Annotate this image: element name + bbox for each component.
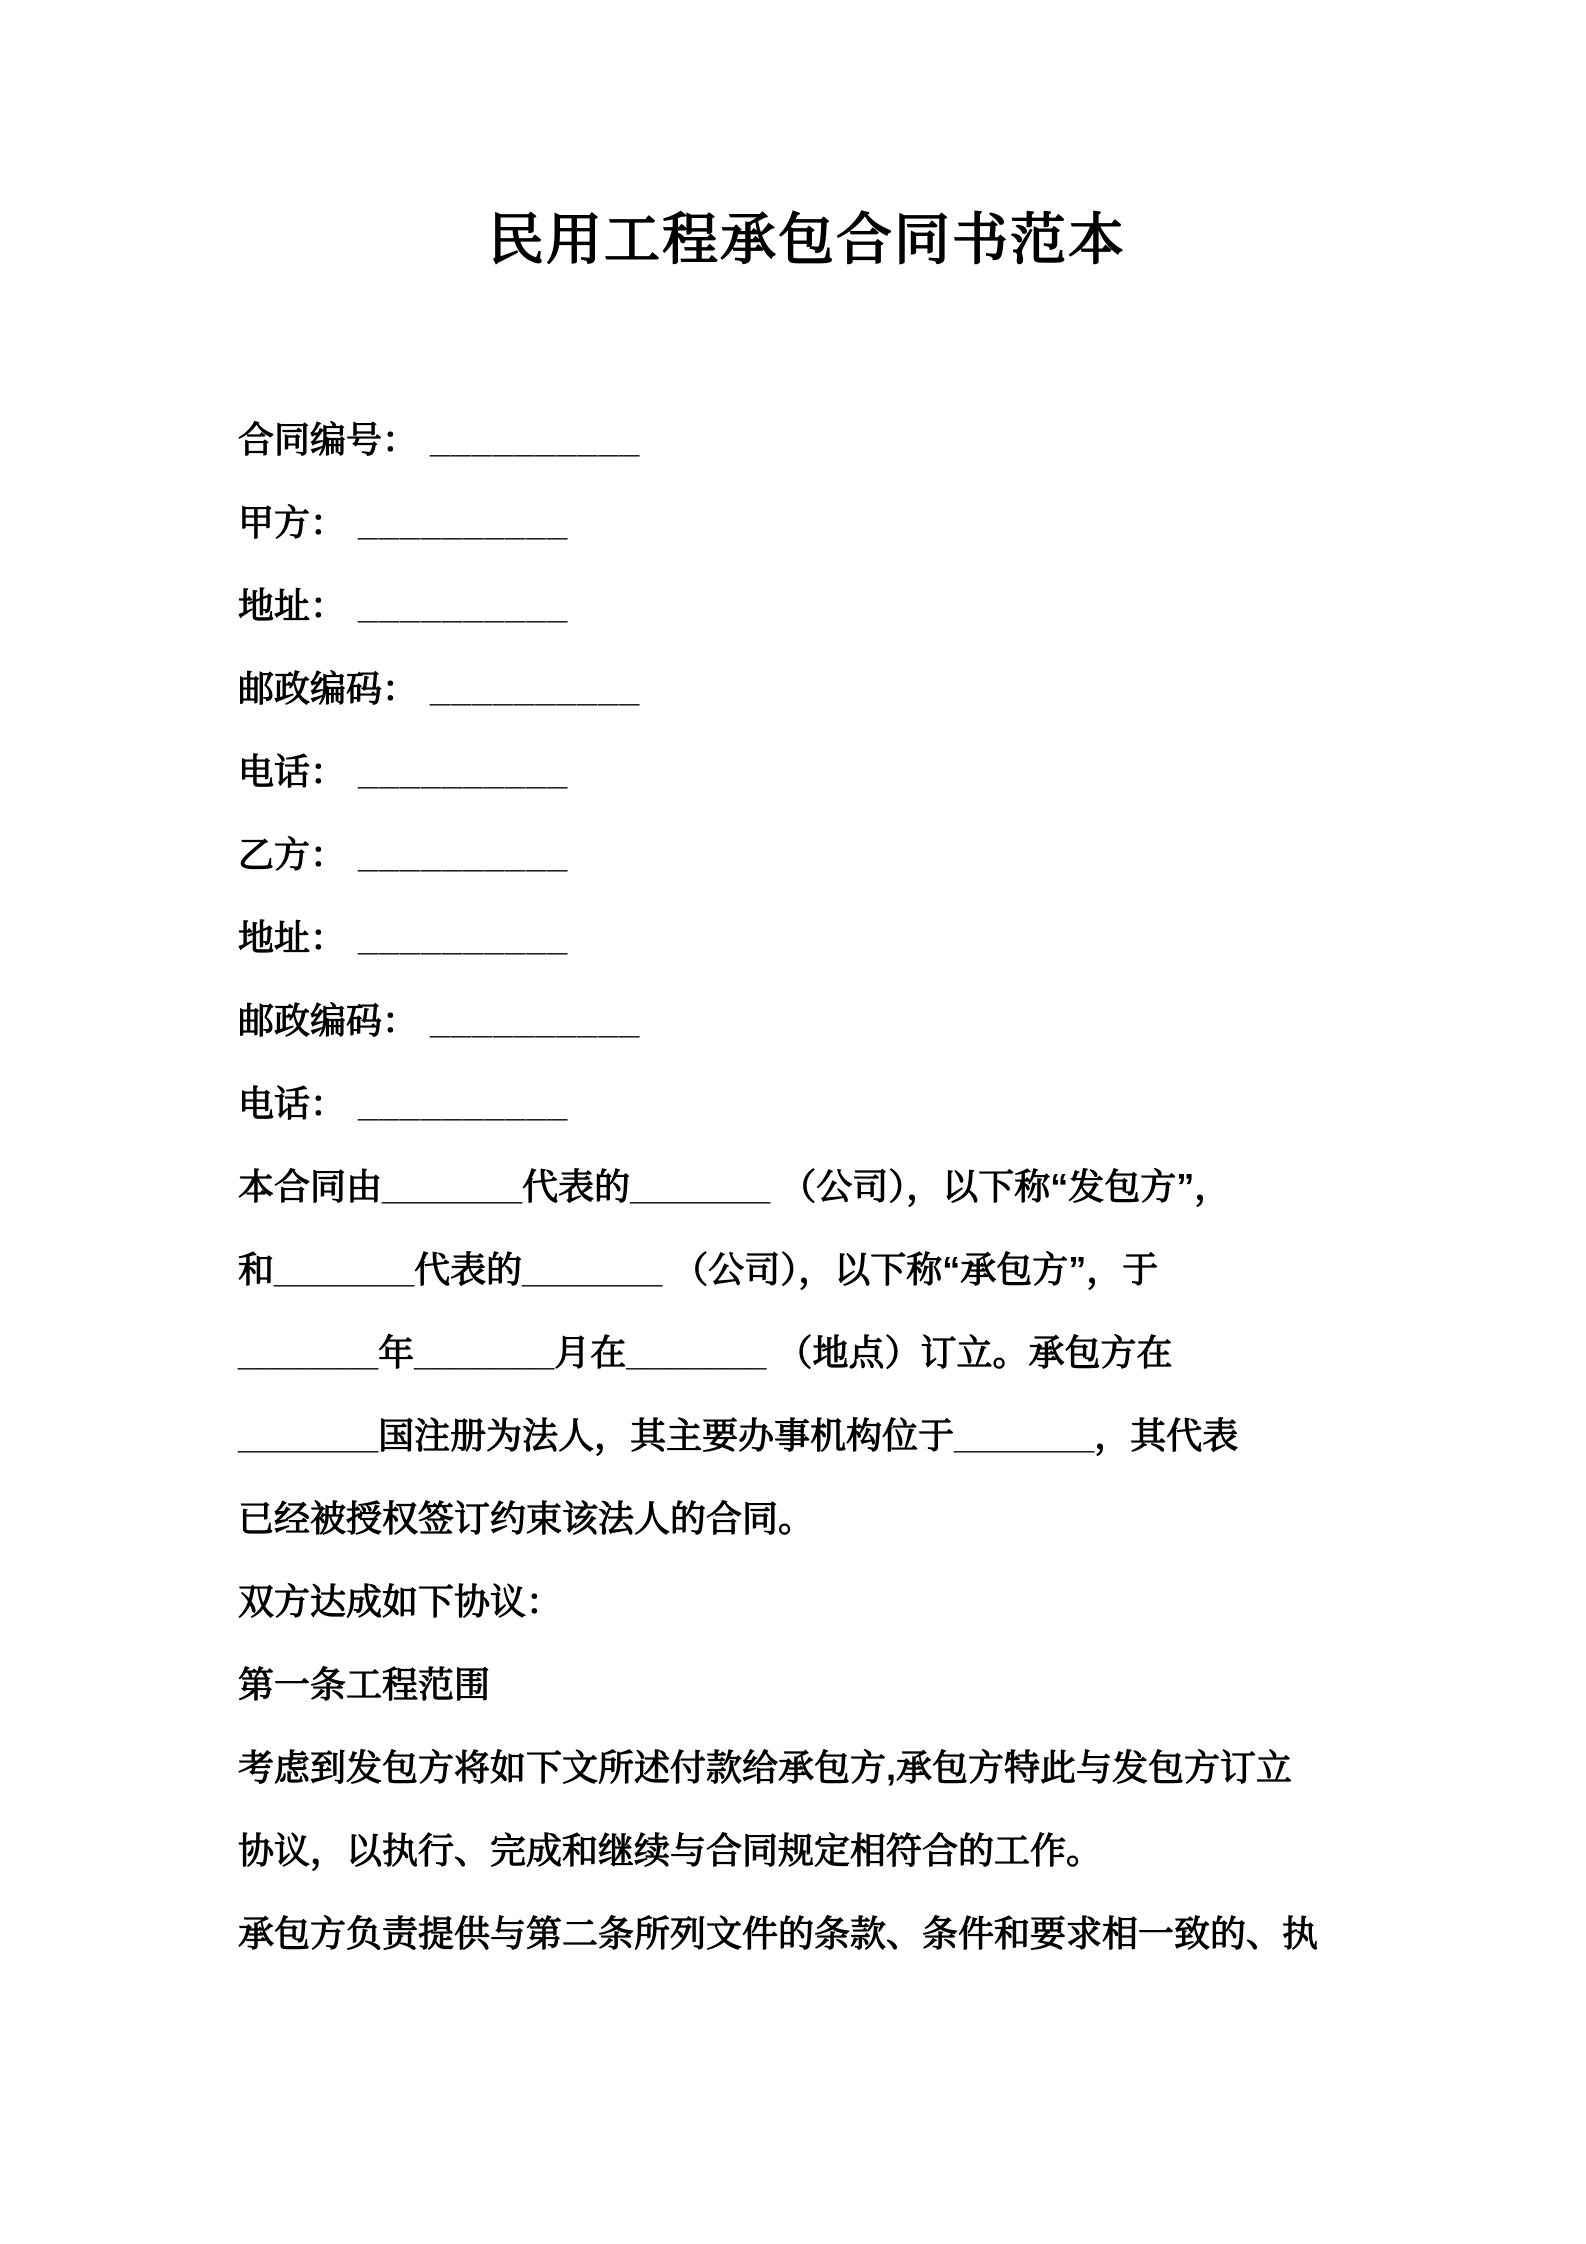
document-title: 民用工程承包合同书范本 bbox=[488, 208, 1126, 271]
field-contract-number bbox=[238, 398, 1376, 481]
body-line-intro-1: 本合同由_______代表的_______ （公司），以下称“发包方”， bbox=[238, 1166, 1231, 1207]
field-label: 电话： bbox=[238, 751, 347, 792]
field-label: 甲方： bbox=[238, 502, 347, 543]
field-label: 乙方： bbox=[238, 834, 347, 875]
field-blank: __________ bbox=[358, 585, 569, 626]
body-line-article-1-text-1: 考虑到发包方将如下文所述付款给承包方,承包方特此与发包方订立 bbox=[238, 1747, 1293, 1788]
field-blank: __________ bbox=[358, 917, 569, 958]
body-line-agreement-lead: 双方达成如下协议： bbox=[238, 1581, 563, 1622]
field-blank: __________ bbox=[358, 834, 569, 875]
field-blank: __________ bbox=[430, 419, 641, 460]
field-blank: __________ bbox=[358, 751, 569, 792]
field-party-b bbox=[238, 813, 1376, 896]
field-address-party-b bbox=[238, 896, 1376, 979]
field-label: 合同编号： bbox=[238, 419, 419, 460]
field-phone-party-b bbox=[238, 1062, 1376, 1145]
field-address-party-a bbox=[238, 564, 1376, 647]
body-line-article-1-heading: 第一条工程范围 bbox=[238, 1664, 491, 1705]
field-label: 邮政编码： bbox=[238, 1000, 419, 1041]
field-label: 邮政编码： bbox=[238, 668, 419, 709]
body-line-intro-4: _______国注册为法人，其主要办事机构位于_______，其代表 bbox=[238, 1415, 1239, 1456]
body-line-article-1-text-3: 承包方负责提供与第二条所列文件的条款、条件和要求相一致的、执 bbox=[238, 1913, 1319, 1954]
field-postal-code-party-a bbox=[238, 647, 1376, 730]
field-blank: __________ bbox=[358, 1083, 569, 1124]
field-label: 地址： bbox=[238, 585, 347, 626]
body-line-article-1-text-2: 协议，以执行、完成和继续与合同规定相符合的工作。 bbox=[238, 1830, 1103, 1871]
field-postal-code-party-b bbox=[238, 979, 1376, 1062]
body-line-intro-5: 已经被授权签订约束该法人的合同。 bbox=[238, 1498, 815, 1539]
field-label: 电话： bbox=[238, 1083, 347, 1124]
body-line-intro-2: 和_______代表的_______ （公司），以下称“承包方”，于 bbox=[238, 1249, 1159, 1290]
field-label: 地址： bbox=[238, 917, 347, 958]
field-blank: __________ bbox=[430, 668, 641, 709]
field-blank: __________ bbox=[430, 1000, 641, 1041]
body-line-intro-3: _______年_______月在_______ （地点）订立。承包方在 bbox=[238, 1332, 1173, 1373]
field-phone-party-a bbox=[238, 730, 1376, 813]
field-blank: __________ bbox=[358, 502, 569, 543]
document-body bbox=[238, 398, 1376, 1975]
field-party-a bbox=[238, 481, 1376, 564]
